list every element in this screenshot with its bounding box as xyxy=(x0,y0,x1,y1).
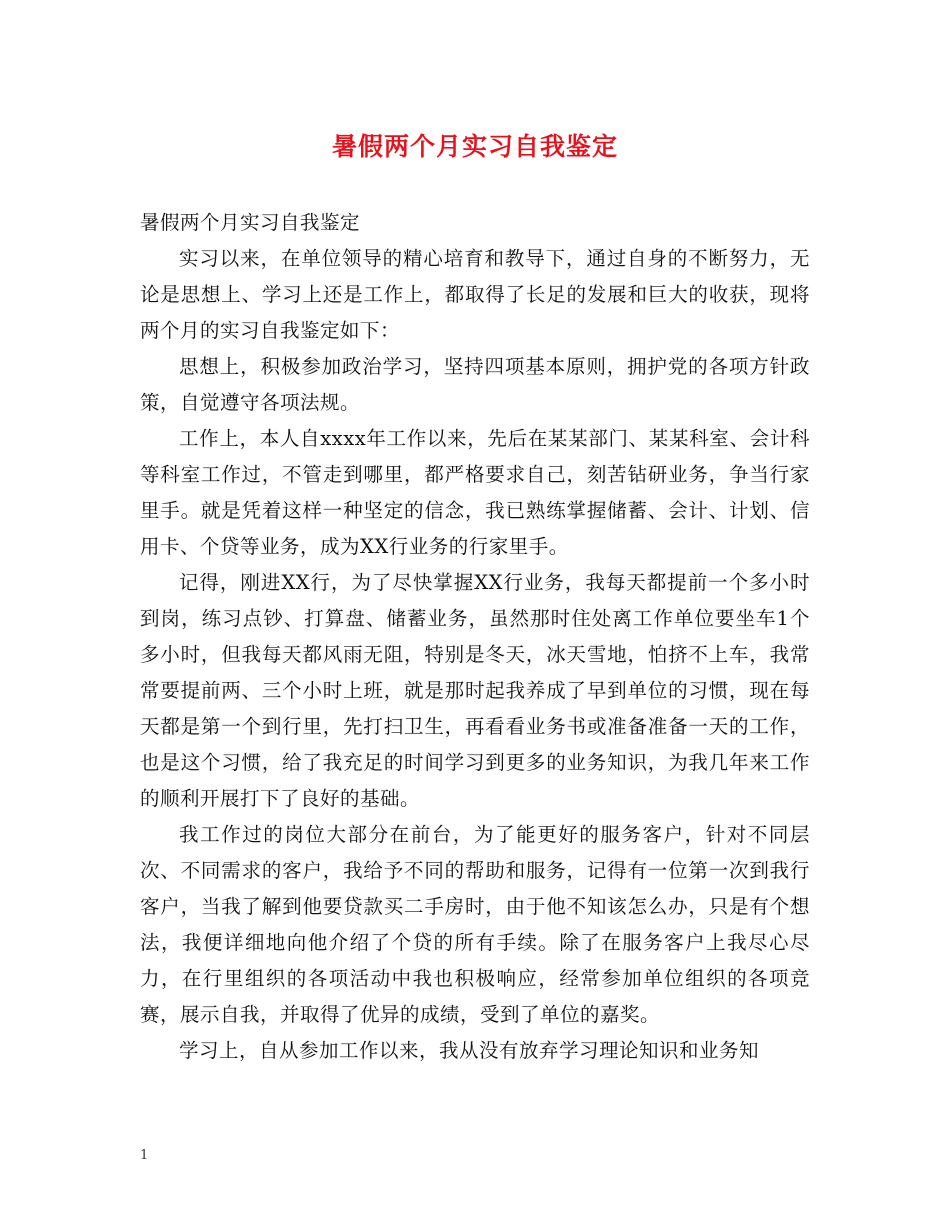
paragraph-study: 学习上，自从参加工作以来，我从没有放弃学习理论知识和业务知 xyxy=(179,1039,760,1062)
page-number: 1 xyxy=(140,1148,149,1163)
paragraph-service: 我工作过的岗位大部分在前台，为了能更好的服务客户，针对不同层次、不同需求的客户，我给予不同的帮助和服务，记得有一位第一次到我行客户，当我了解到他要贷款买二手房时，由于他不知该怎么办，只是有个想法，我便详细地向他介绍了个贷的所有手续。除了在服务客户上我尽心尽力，在行里组织的各项活动中我也积极响应，经常参加单位组织的各项竞赛，展示自我，并取得了优异的成绩，受到了单位的嘉奖。 xyxy=(140,823,810,1026)
document-title: 暑假两个月实习自我鉴定 xyxy=(331,132,618,161)
paragraph-intro: 实习以来，在单位领导的精心培育和教导下，通过自身的不断努力，无论是思想上、学习上还是工作上，都取得了长足的发展和巨大的收获，现将两个月的实习自我鉴定如下： xyxy=(140,247,810,342)
document-subtitle: 暑假两个月实习自我鉴定 xyxy=(140,211,361,234)
paragraph-memory: 记得，刚进XX行，为了尽快掌握XX行业务，我每天都提前一个多小时到岗，练习点钞、打算盘、储蓄业务，虽然那时住处离工作单位要坐车1个多小时，但我每天都风雨无阻，特别是冬天，冰天雪地，怕挤不上车，我常常要提前两、三个小时上班，就是那时起我养成了早到单位的习惯，现在每天都是第一个到行里，先打扫卫生，再看看业务书或准备准备一天的工作，也是这个习惯，给了我充足的时间学习到更多的业务知识，为我几年来工作的顺利开展打下了良好的基础。 xyxy=(140,571,810,810)
paragraph-thought: 思想上，积极参加政治学习，坚持四项基本原则，拥护党的各项方针政策，自觉遵守各项法规。 xyxy=(140,355,810,414)
paragraph-work: 工作上，本人自xxxx年工作以来，先后在某某部门、某某科室、会计科等科室工作过，不管走到哪里，都严格要求自己，刻苦钻研业务，争当行家里手。就是凭着这样一种坚定的信念，我已熟练掌握储蓄、会计、计划、信用卡、个贷等业务，成为XX行业务的行家里手。 xyxy=(140,427,810,558)
document-body xyxy=(140,205,810,1069)
